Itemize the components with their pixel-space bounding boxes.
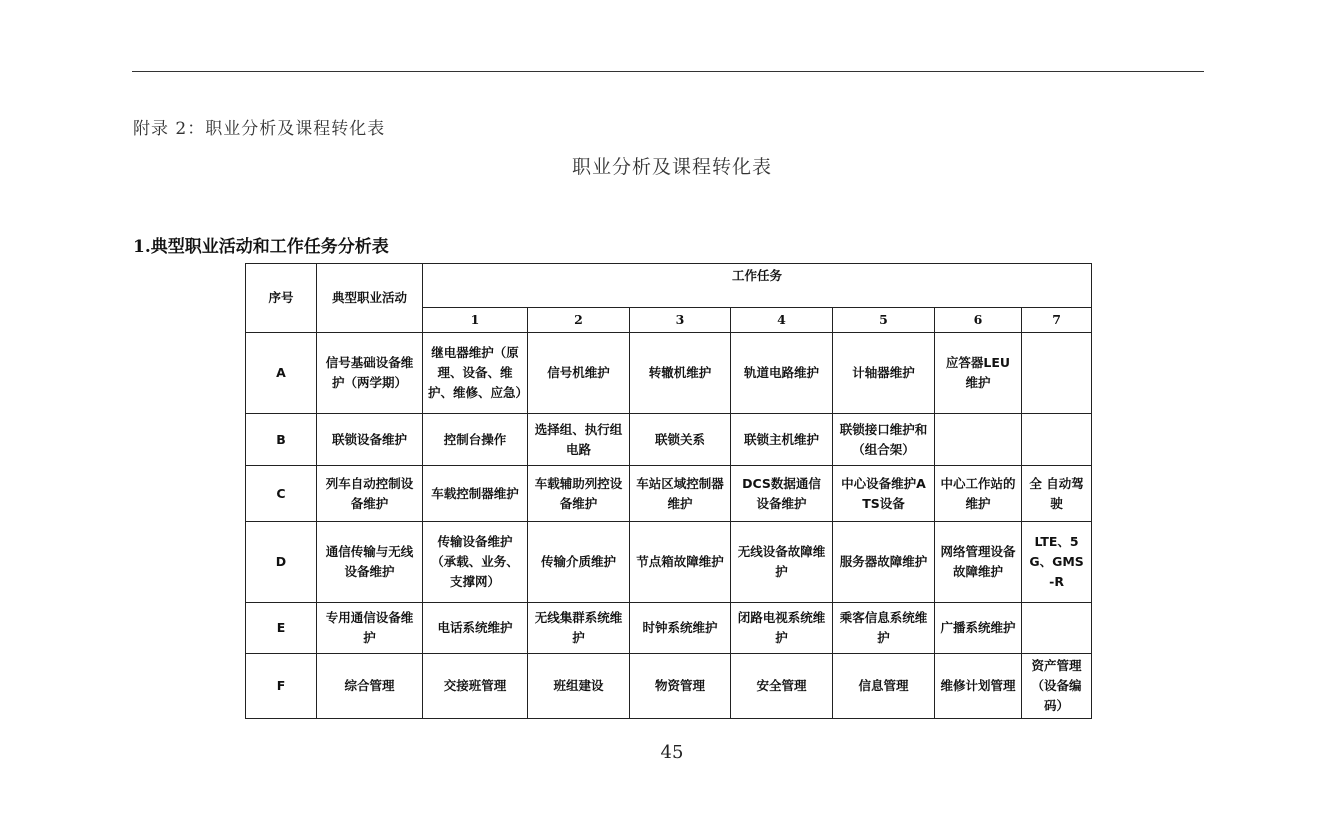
task-number: 6 bbox=[935, 308, 1022, 333]
document-title: 职业分析及课程转化表 bbox=[571, 156, 772, 178]
task-cell: 中心设备维护ATS设备 bbox=[833, 466, 935, 522]
task-cell: 车站区域控制器维护 bbox=[630, 466, 731, 522]
task-cell: 中心工作站的维护 bbox=[935, 466, 1022, 522]
task-cell: 服务器故障维护 bbox=[833, 522, 935, 603]
table-row bbox=[246, 522, 1092, 603]
task-cell: 时钟系统维护 bbox=[630, 603, 731, 654]
task-cell: 物资管理 bbox=[630, 654, 731, 719]
row-id: C bbox=[246, 466, 317, 522]
task-cell: 网络管理设备故障维护 bbox=[935, 522, 1022, 603]
task-cell bbox=[935, 414, 1022, 466]
row-activity: 专用通信设备维护 bbox=[317, 603, 423, 654]
row-activity: 综合管理 bbox=[317, 654, 423, 719]
table-header-row bbox=[246, 264, 1092, 308]
task-cell: 乘客信息系统维护 bbox=[833, 603, 935, 654]
section-heading: 1.典型职业活动和工作任务分析表 bbox=[133, 237, 389, 257]
task-cell bbox=[1022, 603, 1092, 654]
header-tasks: 工作任务 bbox=[423, 264, 1092, 308]
task-cell: 无线设备故障维护 bbox=[731, 522, 833, 603]
task-cell: 车载控制器维护 bbox=[423, 466, 528, 522]
task-cell bbox=[1022, 414, 1092, 466]
row-activity: 列车自动控制设备维护 bbox=[317, 466, 423, 522]
row-id: F bbox=[246, 654, 317, 719]
task-cell: 信息管理 bbox=[833, 654, 935, 719]
task-cell: 继电器维护（原理、设备、维护、维修、应急） bbox=[423, 333, 528, 414]
task-cell: 转辙机维护 bbox=[630, 333, 731, 414]
row-activity: 通信传输与无线设备维护 bbox=[317, 522, 423, 603]
task-cell: 资产管理（设备编码） bbox=[1022, 654, 1092, 719]
task-cell: 联锁接口维护和（组合架） bbox=[833, 414, 935, 466]
table-row bbox=[246, 333, 1092, 414]
task-number: 7 bbox=[1022, 308, 1092, 333]
task-analysis-table bbox=[245, 263, 1092, 719]
task-cell: 班组建设 bbox=[528, 654, 630, 719]
task-cell bbox=[1022, 333, 1092, 414]
row-id: B bbox=[246, 414, 317, 466]
row-id: D bbox=[246, 522, 317, 603]
table-row bbox=[246, 466, 1092, 522]
task-number: 3 bbox=[630, 308, 731, 333]
task-number: 1 bbox=[423, 308, 528, 333]
task-cell: 广播系统维护 bbox=[935, 603, 1022, 654]
task-cell: 联锁关系 bbox=[630, 414, 731, 466]
task-cell: 传输设备维护（承载、业务、支撑网） bbox=[423, 522, 528, 603]
row-id: E bbox=[246, 603, 317, 654]
task-cell: DCS数据通信设备维护 bbox=[731, 466, 833, 522]
task-cell: 联锁主机维护 bbox=[731, 414, 833, 466]
task-cell: 电话系统维护 bbox=[423, 603, 528, 654]
header-activity: 典型职业活动 bbox=[317, 264, 423, 333]
task-cell: 传输介质维护 bbox=[528, 522, 630, 603]
task-cell: 计轴器维护 bbox=[833, 333, 935, 414]
task-cell: 轨道电路维护 bbox=[731, 333, 833, 414]
task-cell: 维修计划管理 bbox=[935, 654, 1022, 719]
task-cell: LTE、5G、GMS-R bbox=[1022, 522, 1092, 603]
task-cell: 无线集群系统维护 bbox=[528, 603, 630, 654]
task-cell: 信号机维护 bbox=[528, 333, 630, 414]
task-cell: 节点箱故障维护 bbox=[630, 522, 731, 603]
row-activity: 联锁设备维护 bbox=[317, 414, 423, 466]
task-cell: 控制台操作 bbox=[423, 414, 528, 466]
task-number: 5 bbox=[833, 308, 935, 333]
row-id: A bbox=[246, 333, 317, 414]
page-number: 45 bbox=[660, 742, 684, 763]
task-cell: 闭路电视系统维护 bbox=[731, 603, 833, 654]
task-number: 4 bbox=[731, 308, 833, 333]
task-cell: 应答器LEU维护 bbox=[935, 333, 1022, 414]
task-cell: 选择组、执行组电路 bbox=[528, 414, 630, 466]
table-row bbox=[246, 603, 1092, 654]
header-seq: 序号 bbox=[246, 264, 317, 333]
task-number: 2 bbox=[528, 308, 630, 333]
table-row bbox=[246, 414, 1092, 466]
row-activity: 信号基础设备维护（两学期） bbox=[317, 333, 423, 414]
task-cell: 安全管理 bbox=[731, 654, 833, 719]
table-row bbox=[246, 654, 1092, 719]
task-cell: 全 自动驾驶 bbox=[1022, 466, 1092, 522]
header-rule bbox=[132, 71, 1204, 72]
task-cell: 车载辅助列控设备维护 bbox=[528, 466, 630, 522]
appendix-label: 附录 2：职业分析及课程转化表 bbox=[133, 119, 386, 139]
task-cell: 交接班管理 bbox=[423, 654, 528, 719]
